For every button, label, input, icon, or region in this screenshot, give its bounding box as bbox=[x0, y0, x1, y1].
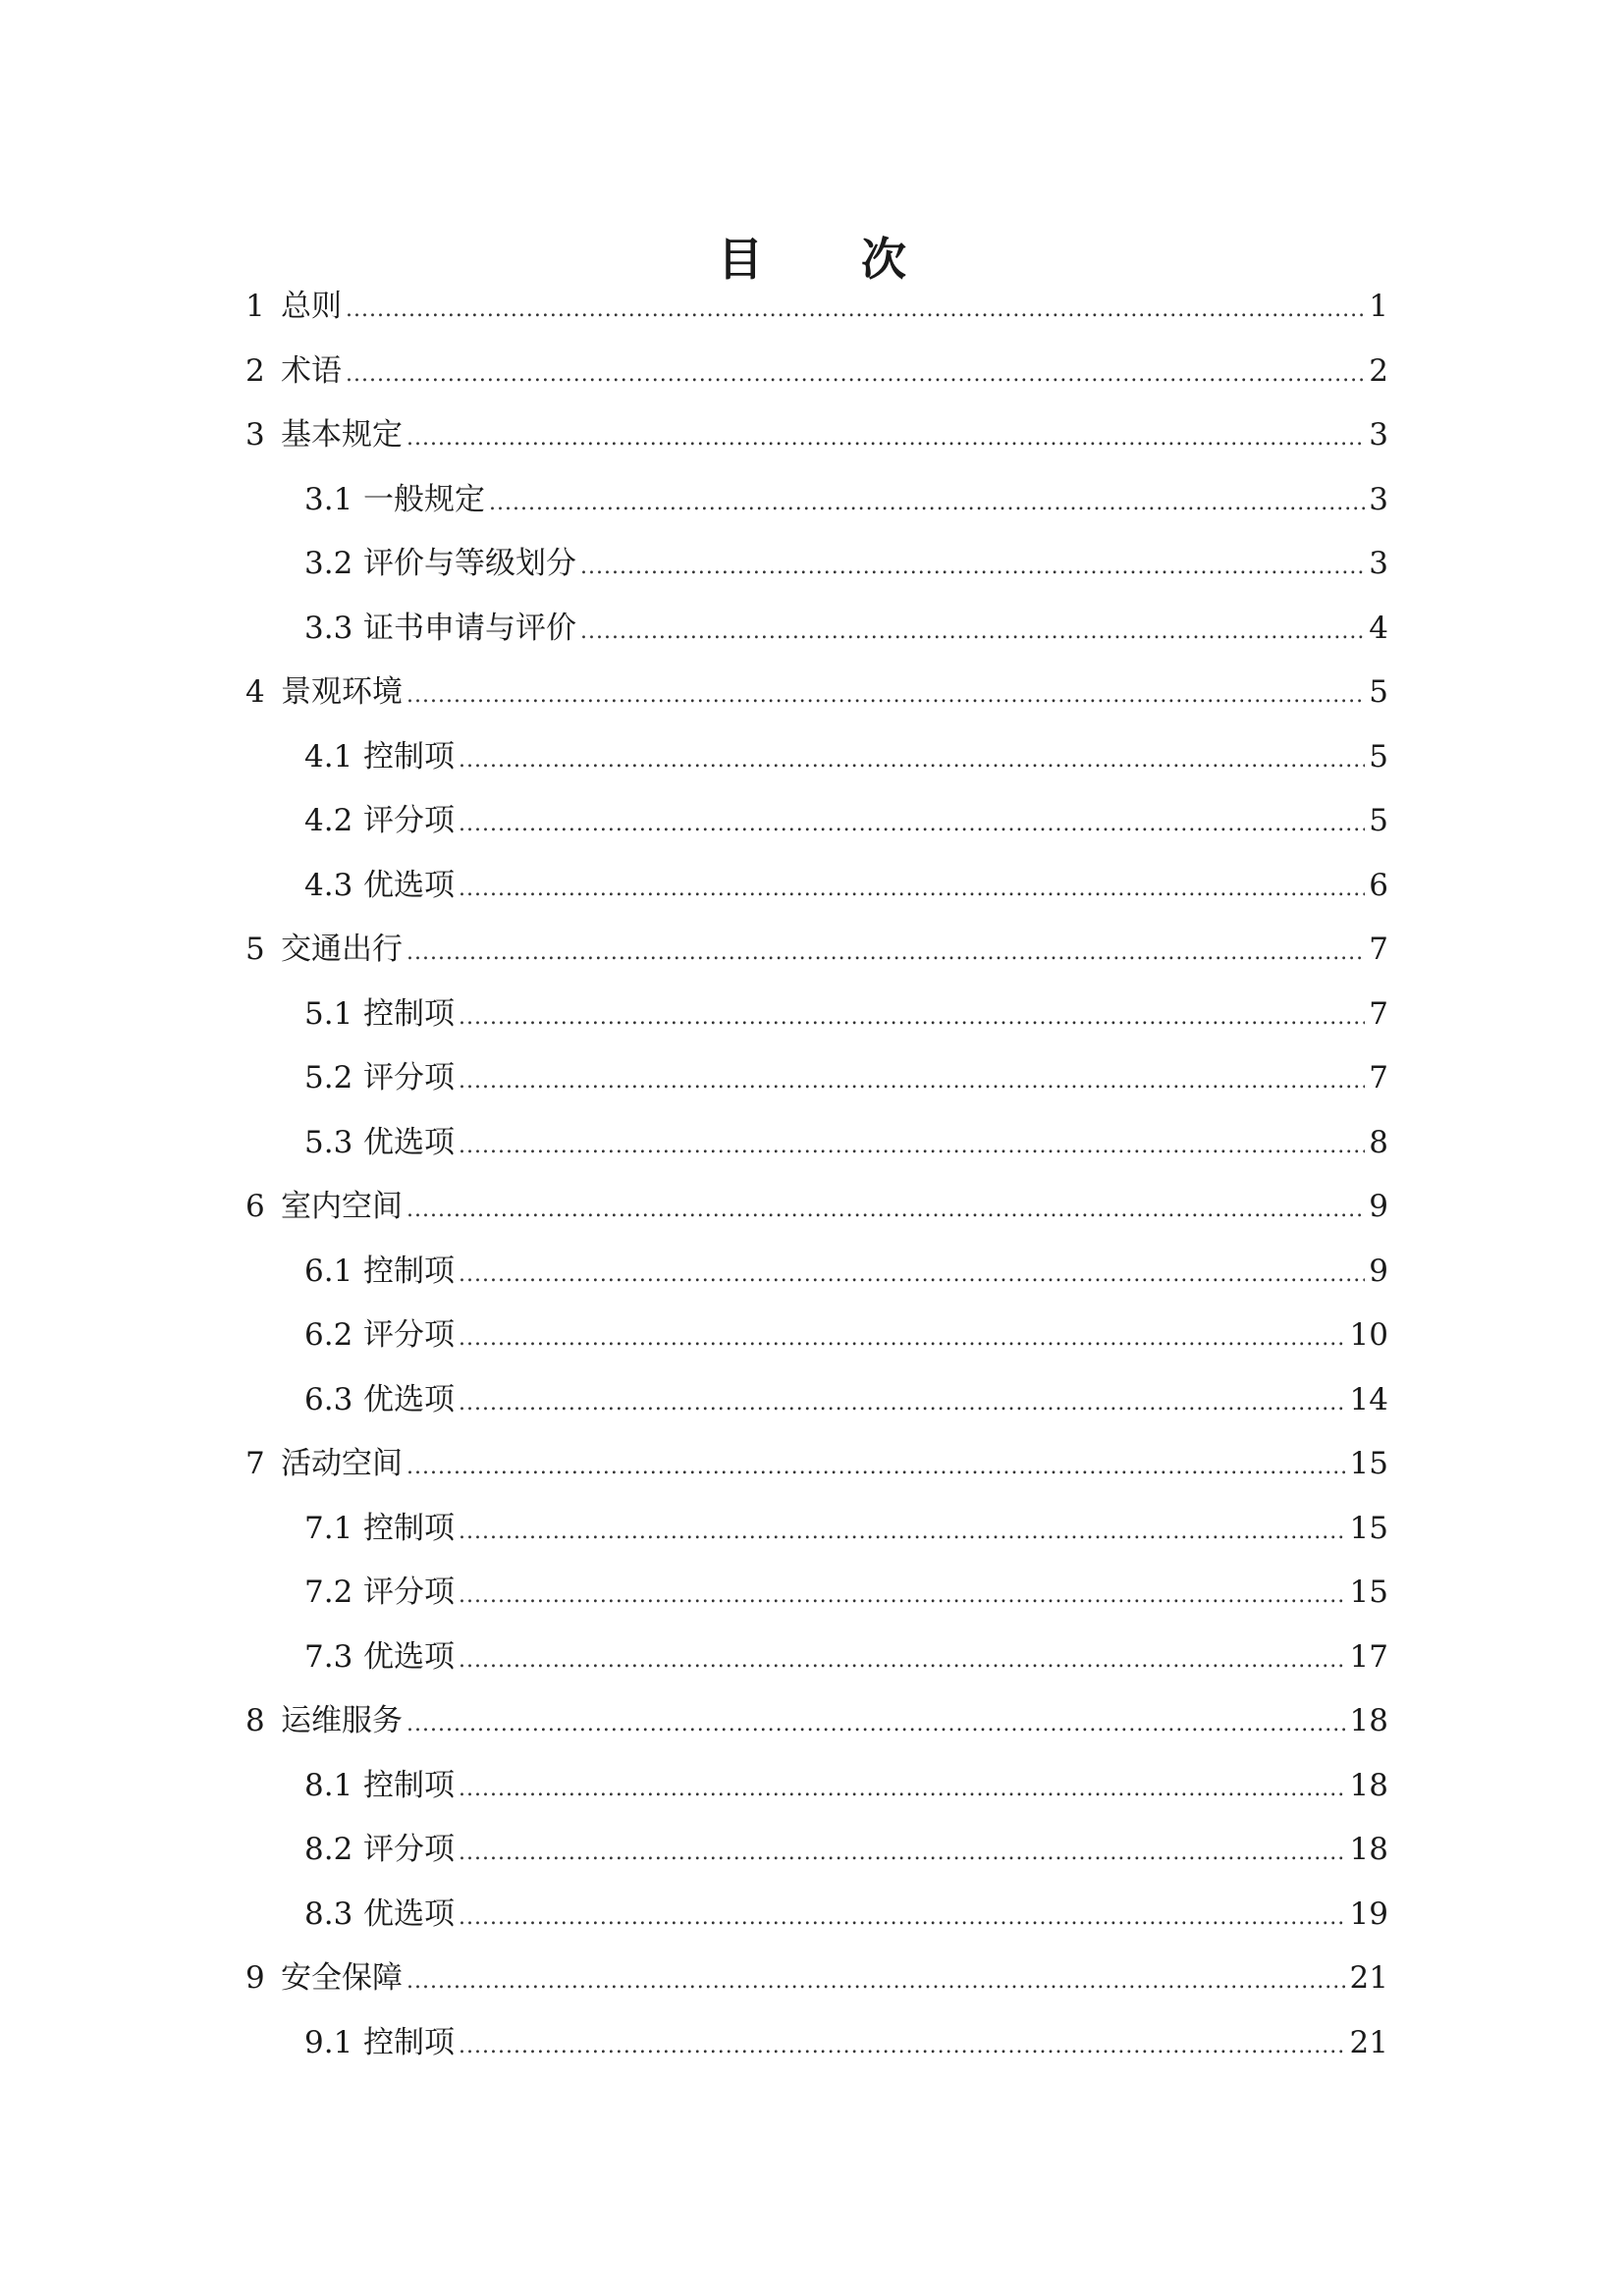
toc-entry-page-number: 15 bbox=[1349, 1575, 1388, 1610]
toc-section-entry[interactable] bbox=[245, 597, 1388, 662]
dot-leader bbox=[406, 664, 1365, 728]
dot-leader bbox=[459, 1371, 1346, 1436]
dot-leader bbox=[346, 278, 1365, 343]
toc-entry-title: 安全保障 bbox=[281, 1960, 403, 1996]
toc-entry-page-number: 9 bbox=[1369, 1189, 1388, 1224]
toc-entry-number: 4.3 bbox=[304, 867, 353, 903]
toc-entry-title: 优选项 bbox=[363, 1124, 455, 1160]
dot-leader bbox=[406, 406, 1365, 471]
toc-entry-title: 评分项 bbox=[363, 1575, 455, 1610]
toc-entry-number: 9 bbox=[245, 1960, 265, 1996]
toc-entry-page-number: 15 bbox=[1349, 1446, 1388, 1481]
toc-chapter-entry[interactable] bbox=[245, 340, 1388, 404]
toc-section-entry[interactable] bbox=[245, 725, 1388, 790]
toc-entry-number: 3.2 bbox=[304, 546, 353, 581]
toc-entry-page-number: 2 bbox=[1369, 352, 1388, 389]
toc-entry-title: 活动空间 bbox=[281, 1446, 403, 1481]
toc-entry-number: 6.3 bbox=[304, 1381, 353, 1417]
toc-entry-title: 基本规定 bbox=[281, 417, 403, 453]
toc-section-entry[interactable] bbox=[245, 1561, 1388, 1626]
toc-entry-page-number: 3 bbox=[1369, 481, 1388, 517]
toc-entry-title: 控制项 bbox=[363, 995, 455, 1032]
toc-entry-page-number: 7 bbox=[1369, 995, 1388, 1032]
toc-entry-number: 3 bbox=[245, 417, 265, 453]
toc-section-entry[interactable] bbox=[245, 2011, 1388, 2076]
toc-entry-number: 6.1 bbox=[304, 1253, 353, 1289]
dot-leader bbox=[459, 1757, 1346, 1822]
toc-section-entry[interactable] bbox=[245, 1046, 1388, 1111]
toc-section-entry[interactable] bbox=[245, 1111, 1388, 1176]
toc-entry-number: 3.3 bbox=[304, 610, 353, 646]
toc-entry-page-number: 21 bbox=[1349, 1960, 1388, 1996]
dot-leader bbox=[459, 728, 1365, 793]
toc-entry-page-number: 8 bbox=[1369, 1124, 1388, 1160]
toc-entry-title: 控制项 bbox=[363, 1767, 455, 1803]
toc-entry-number: 8.3 bbox=[304, 1896, 353, 1932]
dot-leader bbox=[459, 1629, 1346, 1693]
toc-section-entry[interactable] bbox=[245, 1304, 1388, 1368]
toc-section-entry[interactable] bbox=[245, 468, 1388, 533]
dot-leader bbox=[459, 1564, 1346, 1629]
toc-entry-title: 评价与等级划分 bbox=[363, 546, 576, 581]
toc-entry-page-number: 14 bbox=[1349, 1381, 1388, 1417]
toc-entry-number: 8.2 bbox=[304, 1832, 353, 1867]
toc-section-entry[interactable] bbox=[245, 983, 1388, 1047]
toc-entry-number: 8 bbox=[245, 1703, 265, 1738]
dot-leader bbox=[459, 2014, 1346, 2079]
toc-entry-number: 7.3 bbox=[304, 1638, 353, 1675]
toc-entry-title: 运维服务 bbox=[281, 1703, 403, 1738]
toc-section-entry[interactable] bbox=[245, 1240, 1388, 1305]
toc-entry-number: 7.2 bbox=[304, 1575, 353, 1610]
toc-entry-number: 5.3 bbox=[304, 1124, 353, 1160]
toc-entry-page-number: 7 bbox=[1369, 1060, 1388, 1095]
toc-entry-title: 控制项 bbox=[363, 2024, 455, 2060]
dot-leader bbox=[459, 857, 1365, 922]
toc-entry-number: 4.2 bbox=[304, 803, 353, 838]
toc-chapter-entry[interactable] bbox=[245, 275, 1388, 340]
toc-section-entry[interactable] bbox=[245, 1883, 1388, 1948]
toc-entry-title: 一般规定 bbox=[363, 481, 485, 517]
toc-entry-page-number: 18 bbox=[1349, 1832, 1388, 1867]
toc-entry-title: 评分项 bbox=[363, 1317, 455, 1353]
toc-entry-title: 证书申请与评价 bbox=[363, 610, 576, 646]
dot-leader bbox=[459, 792, 1365, 857]
toc-entry-number: 6 bbox=[245, 1189, 265, 1224]
toc-entry-number: 3.1 bbox=[304, 481, 353, 517]
dot-leader bbox=[406, 1949, 1346, 2014]
toc-entry-page-number: 19 bbox=[1349, 1896, 1388, 1932]
toc-entry-page-number: 6 bbox=[1369, 867, 1388, 903]
toc-entry-page-number: 21 bbox=[1349, 2024, 1388, 2060]
toc-entry-title: 景观环境 bbox=[281, 674, 403, 710]
toc-entry-number: 5.1 bbox=[304, 995, 353, 1032]
toc-entry-title: 总则 bbox=[281, 289, 342, 324]
toc-entry-page-number: 18 bbox=[1349, 1703, 1388, 1738]
dot-leader bbox=[459, 1886, 1346, 1950]
dot-leader bbox=[406, 1692, 1346, 1757]
toc-chapter-entry[interactable] bbox=[245, 918, 1388, 983]
toc-chapter-entry[interactable] bbox=[245, 1947, 1388, 2011]
toc-section-entry[interactable] bbox=[245, 532, 1388, 597]
dot-leader bbox=[406, 1178, 1365, 1243]
toc-entry-page-number: 10 bbox=[1349, 1317, 1388, 1353]
toc-entry-page-number: 17 bbox=[1349, 1638, 1388, 1675]
dot-leader bbox=[406, 921, 1365, 986]
toc-entry-page-number: 5 bbox=[1369, 738, 1388, 774]
dot-leader bbox=[459, 1500, 1346, 1565]
toc-entry-page-number: 3 bbox=[1369, 417, 1388, 453]
toc-entry-number: 5 bbox=[245, 932, 265, 967]
toc-entry-page-number: 7 bbox=[1369, 932, 1388, 967]
toc-entry-title: 控制项 bbox=[363, 1253, 455, 1289]
toc-entry-page-number: 5 bbox=[1369, 674, 1388, 710]
toc-entry-title: 优选项 bbox=[363, 1896, 455, 1932]
toc-section-entry[interactable] bbox=[245, 1626, 1388, 1690]
toc-section-entry[interactable] bbox=[245, 789, 1388, 854]
toc-entry-number: 4.1 bbox=[304, 738, 353, 774]
toc-entry-number: 6.2 bbox=[304, 1317, 353, 1353]
toc-entry-number: 8.1 bbox=[304, 1767, 353, 1803]
toc-entry-page-number: 15 bbox=[1349, 1510, 1388, 1546]
toc-entry-title: 评分项 bbox=[363, 803, 455, 838]
toc-entry-page-number: 3 bbox=[1369, 546, 1388, 581]
toc-entry-page-number: 18 bbox=[1349, 1767, 1388, 1803]
toc-entry-title: 术语 bbox=[281, 352, 342, 389]
dot-leader bbox=[459, 986, 1365, 1050]
toc-entry-page-number: 4 bbox=[1369, 610, 1388, 646]
toc-entry-title: 优选项 bbox=[363, 867, 455, 903]
toc-entry-title: 优选项 bbox=[363, 1638, 455, 1675]
toc-chapter-entry[interactable] bbox=[245, 661, 1388, 725]
toc-chapter-entry[interactable] bbox=[245, 1432, 1388, 1497]
toc-entry-number: 4 bbox=[245, 674, 265, 710]
dot-leader bbox=[459, 1307, 1346, 1371]
toc-entry-number: 2 bbox=[245, 352, 265, 389]
dot-leader bbox=[406, 1435, 1346, 1500]
dot-leader bbox=[459, 1049, 1365, 1114]
toc-entry-title: 控制项 bbox=[363, 1510, 455, 1546]
dot-leader bbox=[459, 1114, 1365, 1179]
toc-entry-title: 优选项 bbox=[363, 1381, 455, 1417]
dot-leader bbox=[580, 535, 1365, 600]
toc-entry-number: 7.1 bbox=[304, 1510, 353, 1546]
dot-leader bbox=[580, 600, 1365, 665]
toc-entry-page-number: 5 bbox=[1369, 803, 1388, 838]
toc-section-entry[interactable] bbox=[245, 854, 1388, 919]
dot-leader bbox=[489, 471, 1365, 536]
dot-leader bbox=[346, 343, 1365, 407]
page-title: 目 次 bbox=[717, 232, 947, 286]
toc-section-entry[interactable] bbox=[245, 1368, 1388, 1433]
dot-leader bbox=[459, 1243, 1365, 1308]
toc-entry-page-number: 9 bbox=[1369, 1253, 1388, 1289]
toc-entry-number: 9.1 bbox=[304, 2024, 353, 2060]
toc-chapter-entry[interactable] bbox=[245, 1689, 1388, 1754]
toc-chapter-entry[interactable] bbox=[245, 1175, 1388, 1240]
toc-entry-title: 室内空间 bbox=[281, 1189, 403, 1224]
toc-entry-page-number: 1 bbox=[1369, 289, 1388, 324]
toc-entry-title: 评分项 bbox=[363, 1832, 455, 1867]
toc-entry-title: 评分项 bbox=[363, 1060, 455, 1095]
toc-entry-title: 控制项 bbox=[363, 738, 455, 774]
toc-section-entry[interactable] bbox=[245, 1497, 1388, 1562]
dot-leader bbox=[459, 1821, 1346, 1886]
toc-entry-number: 1 bbox=[245, 289, 265, 324]
toc-entry-number: 7 bbox=[245, 1446, 265, 1481]
table-of-contents bbox=[245, 275, 1388, 2075]
toc-entry-title: 交通出行 bbox=[281, 932, 403, 967]
toc-section-entry[interactable] bbox=[245, 1754, 1388, 1819]
toc-section-entry[interactable] bbox=[245, 1818, 1388, 1883]
toc-entry-number: 5.2 bbox=[304, 1060, 353, 1095]
toc-chapter-entry[interactable] bbox=[245, 403, 1388, 468]
